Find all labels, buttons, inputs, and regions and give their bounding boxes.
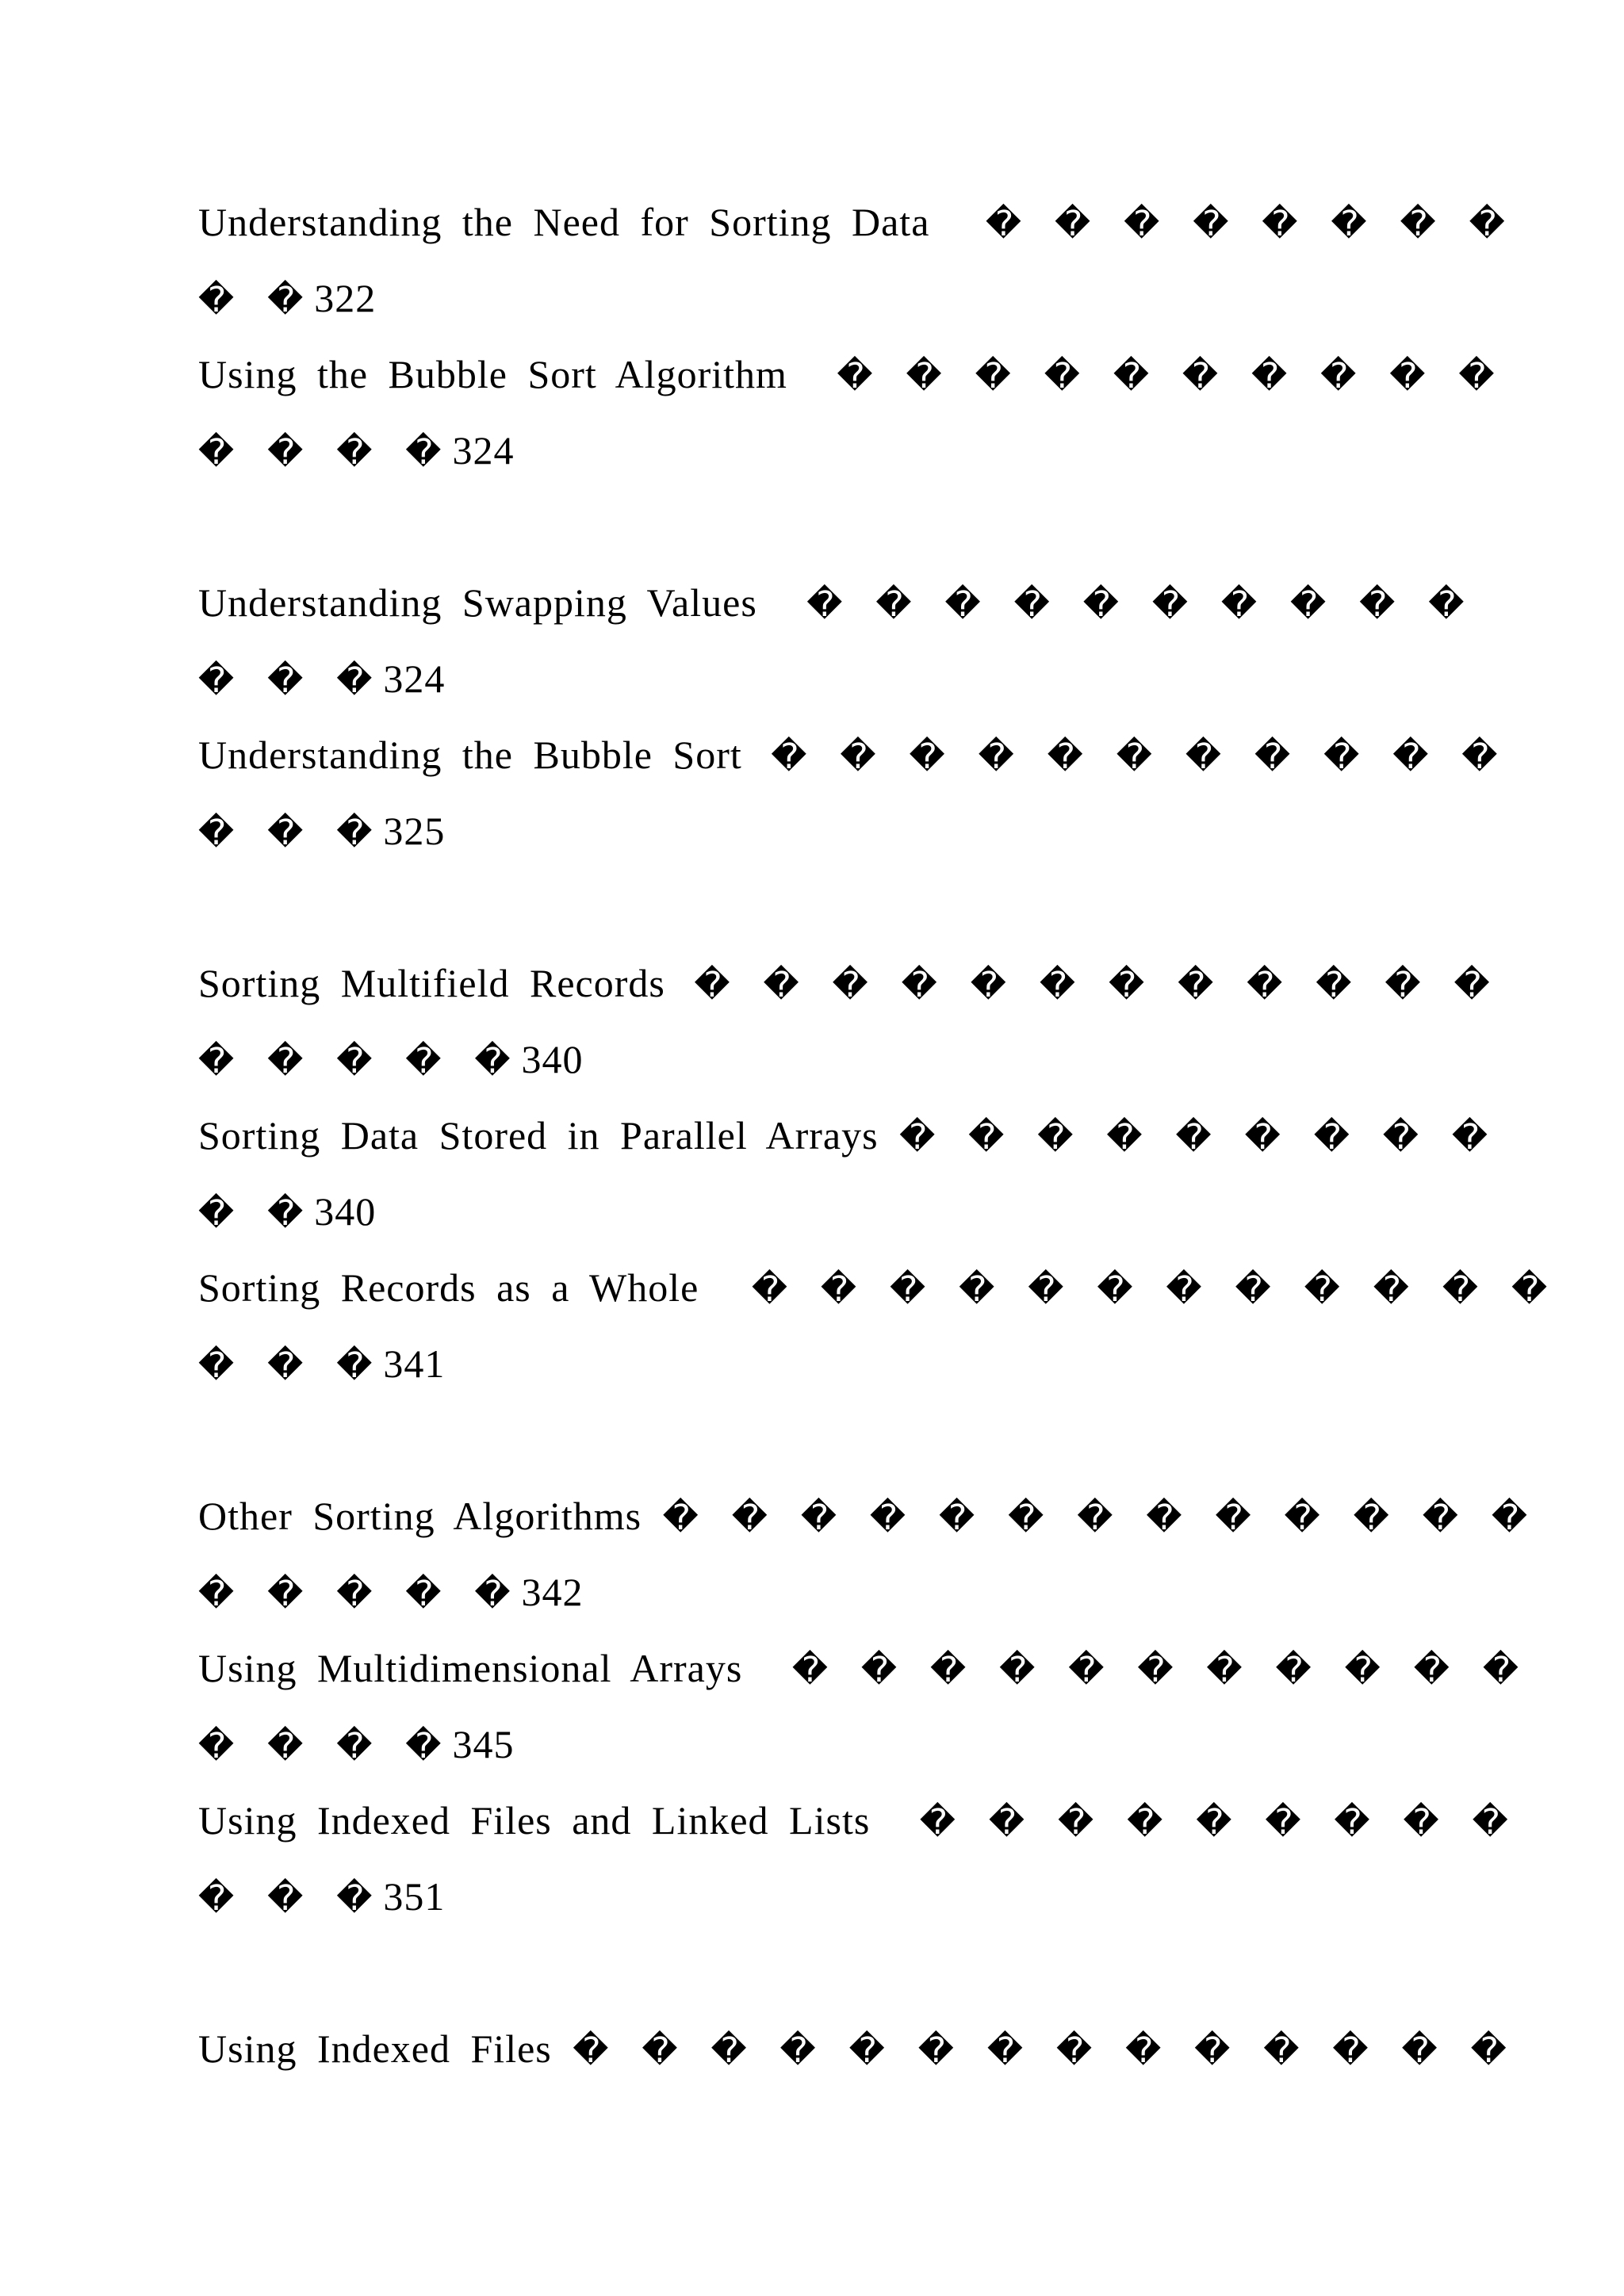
toc-entry-title: Using Multidimensional Arrays — [198, 1646, 743, 1690]
toc-page-number: 325 — [383, 809, 446, 853]
toc-entry-title: Sorting Data Stored in Parallel Arrays — [198, 1113, 879, 1158]
toc-page-number: 340 — [521, 1037, 584, 1081]
toc-leader-dots: � � � � � � � � � � � � � � — [573, 2030, 1518, 2071]
toc-page-number: 322 — [314, 276, 377, 320]
toc-entry-title-line — [198, 198, 1516, 248]
toc-entry-title-line — [198, 1492, 1538, 1542]
toc-entry-page-line — [198, 274, 376, 324]
toc-leader-dots: � � � — [198, 1878, 384, 1919]
toc-page-number: 340 — [314, 1189, 377, 1234]
toc-entry-title: Understanding the Need for Sorting Data — [198, 200, 930, 244]
toc-entry-title: Sorting Records as a Whole — [198, 1265, 699, 1310]
toc-entry-title-line — [198, 2025, 1518, 2075]
toc-entry-page-line — [198, 427, 514, 476]
toc-leader-dots: � � � � � � � � � � � — [791, 1650, 1530, 1690]
toc-page-number: 342 — [521, 1570, 584, 1614]
toc-entry-title-line — [198, 959, 1501, 1009]
toc-entry-title-line — [198, 1264, 1558, 1314]
toc-leader-dots: � � � � � � � � � — [899, 1117, 1500, 1158]
toc-entry-title-line — [198, 579, 1475, 629]
toc-entry-title-line — [198, 1644, 1530, 1694]
toc-leader-dots: � � � — [198, 660, 384, 701]
toc-entry-page-line — [198, 1568, 584, 1618]
toc-leader-dots: � � � � � � � � — [985, 204, 1516, 244]
toc-entry-title-line — [198, 731, 1508, 781]
toc-leader-dots: � � � � � � � � � � — [837, 356, 1506, 396]
toc-entry-title: Understanding Swapping Values — [198, 580, 757, 625]
toc-leader-dots: � � � � � — [198, 1041, 522, 1081]
toc-leader-dots: � � — [198, 280, 315, 320]
toc-leader-dots: � � � � � � � � � � � — [771, 737, 1509, 777]
toc-entry-title: Understanding the Bubble Sort — [198, 733, 742, 777]
toc-leader-dots: � � — [198, 1193, 315, 1234]
toc-entry-title-line — [198, 1112, 1499, 1161]
toc-entry-title: Sorting Multifield Records — [198, 961, 665, 1005]
toc-entry-title-line — [198, 1797, 1519, 1846]
toc-page-number: 351 — [383, 1874, 446, 1919]
toc-entry-page-line — [198, 655, 445, 705]
toc-entry-title: Other Sorting Algorithms — [198, 1494, 642, 1538]
toc-page-number: 324 — [383, 656, 446, 701]
toc-leader-dots: � � � — [198, 813, 384, 853]
toc-leader-dots: � � � � � — [198, 1574, 522, 1614]
toc-leader-dots: � � � � � � � � � � — [806, 584, 1476, 625]
toc-entry-page-line — [198, 807, 445, 857]
toc-entry-title-line — [198, 350, 1505, 400]
toc-leader-dots: � � � � � � � � � � � � — [694, 965, 1501, 1005]
toc-entry-title: Using Indexed Files — [198, 2026, 552, 2071]
toc-entry-page-line — [198, 1873, 445, 1923]
toc-page-number: 345 — [452, 1722, 515, 1766]
toc-entry-title: Using Indexed Files and Linked Lists — [198, 1798, 871, 1843]
toc-entry-title: Using the Bubble Sort Algorithm — [198, 352, 787, 396]
toc-leader-dots: � � � — [198, 1345, 384, 1386]
toc-entry-page-line — [198, 1720, 514, 1770]
toc-leader-dots: � � � � — [198, 432, 453, 473]
toc-leader-dots: � � � � — [198, 1726, 453, 1766]
toc-entry-page-line — [198, 1340, 445, 1390]
toc-entry-page-line — [198, 1035, 584, 1085]
toc-leader-dots: � � � � � � � � � � � � — [751, 1269, 1559, 1310]
toc-entry-page-line — [198, 1188, 376, 1238]
toc-page-number: 324 — [452, 428, 515, 473]
toc-leader-dots: � � � � � � � � � � � � � — [662, 1498, 1538, 1538]
toc-leader-dots: � � � � � � � � � — [919, 1802, 1519, 1843]
toc-page-number: 341 — [383, 1341, 446, 1386]
